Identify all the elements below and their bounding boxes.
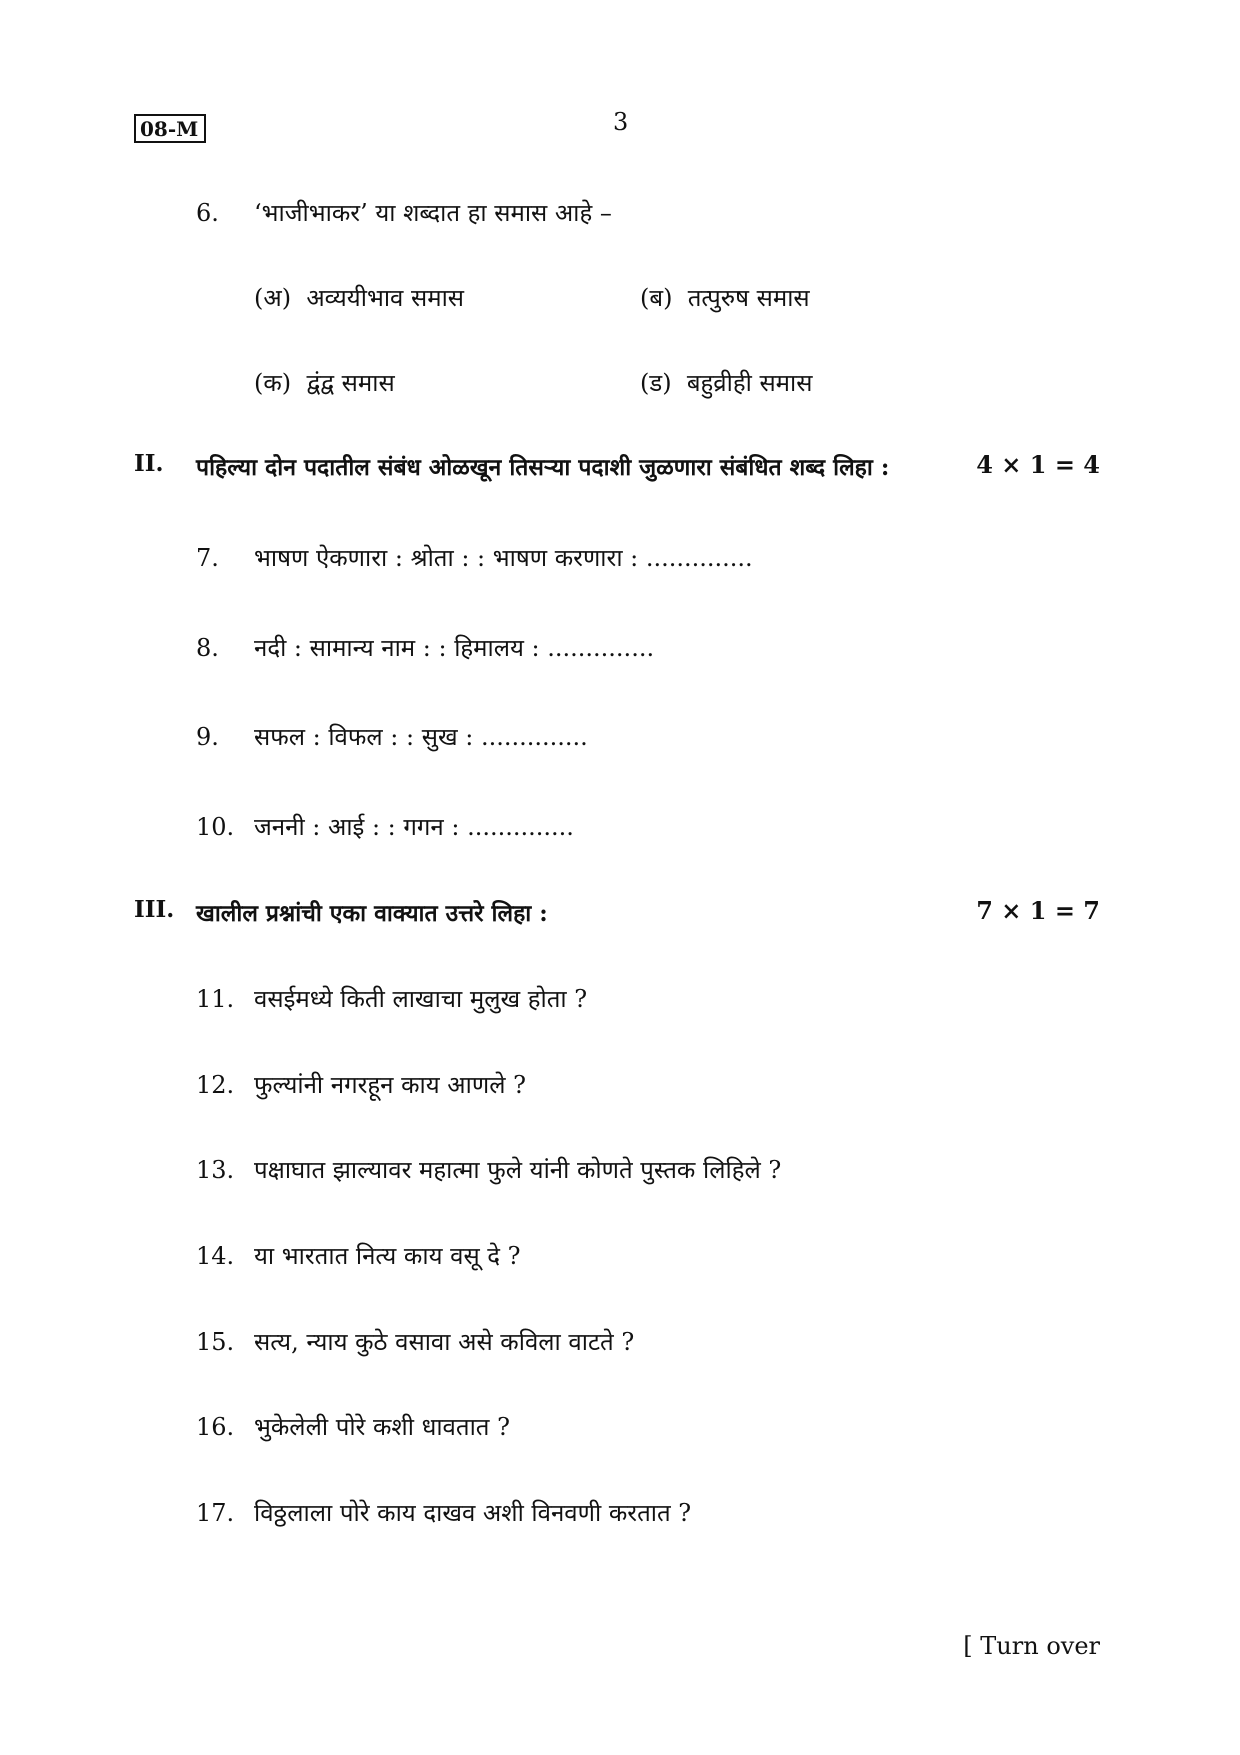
question-14 bbox=[196, 1239, 521, 1272]
section-2-marks: 4 × 1 = 4 bbox=[976, 450, 1100, 479]
option-b bbox=[640, 281, 810, 314]
question-13 bbox=[196, 1153, 781, 1186]
option-text: अव्ययीभाव समास bbox=[306, 284, 465, 312]
question-6 bbox=[196, 196, 612, 229]
option-label: (अ) bbox=[254, 284, 292, 312]
question-16 bbox=[196, 1410, 510, 1443]
question-text: विठ्ठलाला पोरे काय दाखव अशी विनवणी करतात ? bbox=[254, 1499, 692, 1527]
paper-code-box: 08-M bbox=[134, 114, 206, 143]
option-text: तत्पुरुष समास bbox=[687, 284, 810, 312]
option-label: (क) bbox=[254, 369, 292, 397]
question-number: 10. bbox=[196, 813, 235, 841]
question-text: भुकेलेली पोरे कशी धावतात ? bbox=[254, 1413, 510, 1441]
turn-over-note: [ Turn over bbox=[963, 1632, 1100, 1660]
question-15 bbox=[196, 1325, 634, 1358]
question-number: 9. bbox=[196, 723, 219, 751]
option-a bbox=[254, 281, 464, 314]
option-label: (ड) bbox=[640, 369, 672, 397]
question-text: वसईमध्ये किती लाखाचा मुलुख होता ? bbox=[254, 985, 588, 1013]
question-text: सत्य, न्याय कुठे वसावा असे कविला वाटते ? bbox=[254, 1328, 635, 1356]
section-title: पहिल्या दोन पदातील संबंध ओळखून तिसऱ्या पदाशी जुळणारा संबंधित शब्द लिहा : bbox=[196, 454, 890, 481]
section-3-marks: 7 × 1 = 7 bbox=[976, 896, 1100, 925]
question-text: नदी : सामान्य नाम : : हिमालय : .............. bbox=[254, 634, 655, 662]
question-text: फुल्यांनी नगरहून काय आणले ? bbox=[254, 1071, 526, 1099]
option-label: (ब) bbox=[640, 284, 673, 312]
question-7 bbox=[196, 541, 753, 574]
option-d bbox=[640, 366, 812, 399]
question-text: ‘भाजीभाकर’ या शब्दात हा समास आहे – bbox=[254, 199, 612, 227]
option-text: द्वंद्व समास bbox=[306, 369, 395, 397]
question-number: 12. bbox=[196, 1071, 235, 1099]
question-text: भाषण ऐकणारा : श्रोता : : भाषण करणारा : .............. bbox=[254, 544, 753, 572]
question-12 bbox=[196, 1068, 526, 1101]
section-title: खालील प्रश्नांची एका वाक्यात उत्तरे लिहा : bbox=[196, 900, 548, 927]
question-number: 14. bbox=[196, 1242, 235, 1270]
question-8 bbox=[196, 631, 654, 664]
question-number: 15. bbox=[196, 1328, 235, 1356]
question-9 bbox=[196, 720, 588, 753]
question-text: पक्षाघात झाल्यावर महात्मा फुले यांनी कोणते पुस्तक लिहिले ? bbox=[254, 1156, 782, 1184]
question-text: या भारतात नित्य काय वसू दे ? bbox=[254, 1242, 521, 1270]
question-number: 17. bbox=[196, 1499, 235, 1527]
question-11 bbox=[196, 982, 587, 1015]
section-number: II. bbox=[134, 450, 164, 477]
question-number: 13. bbox=[196, 1156, 235, 1184]
question-number: 6. bbox=[196, 199, 219, 227]
option-c bbox=[254, 366, 395, 399]
question-17 bbox=[196, 1496, 691, 1529]
option-text: बहुव्रीही समास bbox=[686, 369, 813, 397]
question-text: जननी : आई : : गगन : .............. bbox=[254, 813, 574, 841]
section-number: III. bbox=[134, 896, 175, 923]
question-text: सफल : विफल : : सुख : .............. bbox=[254, 723, 588, 751]
question-10 bbox=[196, 810, 574, 843]
question-number: 7. bbox=[196, 544, 219, 572]
question-number: 16. bbox=[196, 1413, 235, 1441]
question-number: 11. bbox=[196, 985, 235, 1013]
page-number: 3 bbox=[613, 108, 629, 136]
question-number: 8. bbox=[196, 634, 219, 662]
